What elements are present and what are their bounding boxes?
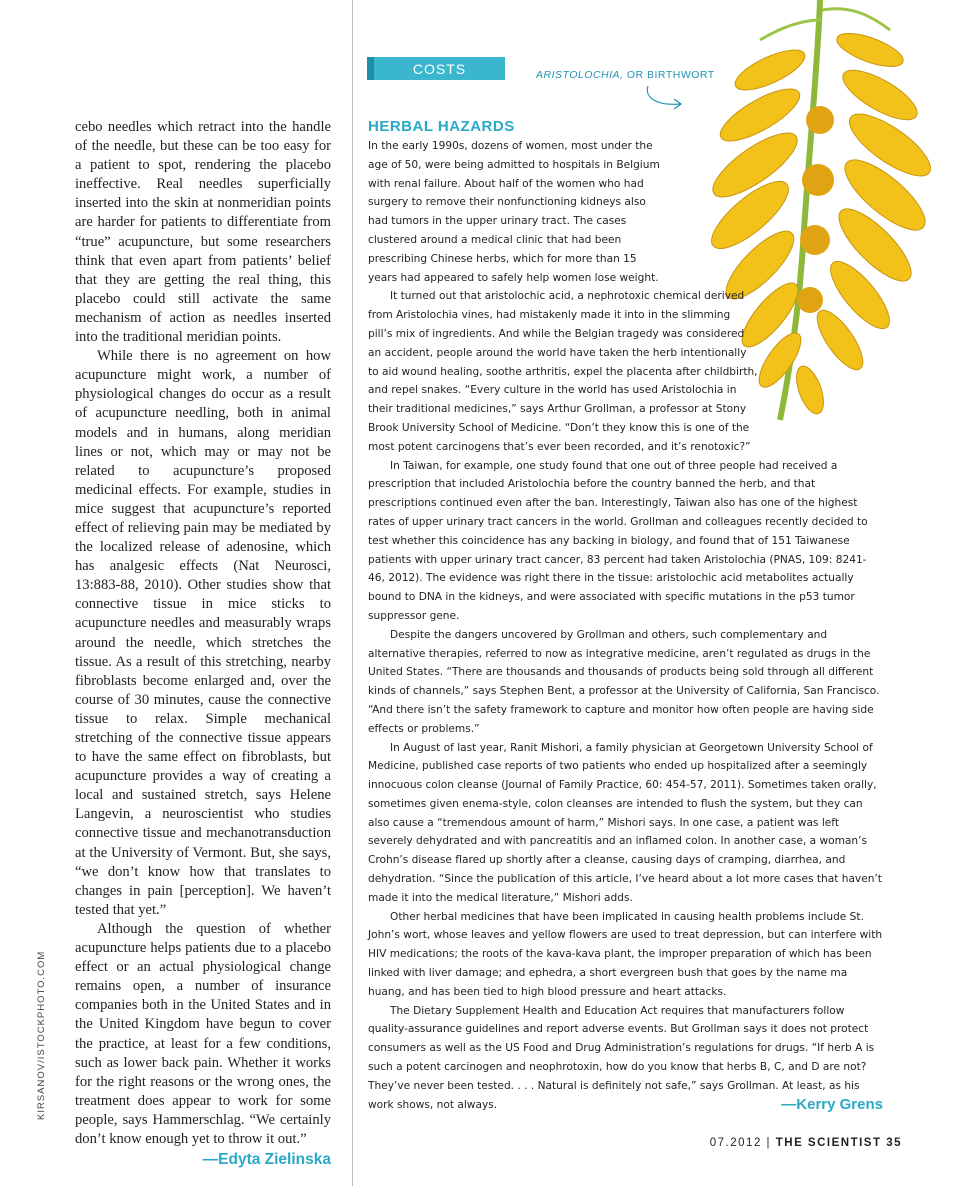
sidebar-paragraph: In Taiwan, for example, one study found that one out of three people had received a prescription that included Aristolochia before the country banned the herb, and that prescriptions continued even after the ban. Interestingly, Taiwan also has one of the highest rates of upper urinary tract cancers in the world. Grollman and colleagues recently decided to test whether this coincidence has any backing in biology, and found that of 151 Taiwanese patients with upper urinary tract cancer, 83 percent had taken Aristolochia (PNAS, 109: 8241-46, 2012). The evidence was right there in the tissue: aristolochic acid metabolites actually bound to DNA in the kidneys, and were associated with specific mutations in the p53 tumor suppressor gene. <box>368 459 868 622</box>
article-paragraph: While there is no agreement on how acupuncture might work, a number of physiological changes do occur as a result of acupuncture needling, both in animal models and in humans, along meridian lines or not, which may or may not be related to acupuncture’s proposed medicinal effects. For example, studies in mice suggest that acupuncture’s reported effect of relieving pain may be mediated by the localized release of adenosine, which has analgesic effects (Nat Neurosci, 13:883-88, 2010). Other studies show that connective tissue in mice sticks to acupuncture needles and measurably wraps around the needle, which stretches the tissue. As a result of this stretching, nearby fibroblasts become enlarged and, over the course of 30 minutes, cause the connective tissue to relax. Simple mechanical stretching of the connective tissue appears to have the same effect on fibroblasts, but acupuncture provides a way of creating a local and sustained stretch, says Helene Langevin, a neuroscientist who studies connective tissue and mechanotransduction at the University of Vermont. But, she says, “we don’t know how that translates to changes in pain [perception]. We haven’t tested that yet.” <box>75 348 331 918</box>
section-tab-costs: COSTS <box>367 57 505 80</box>
issue-date: 07.2012 <box>709 1137 762 1149</box>
sidebar-paragraph: Despite the dangers uncovered by Grollman and others, such complementary and alternative therapies, referred to now as integrative medicine, aren’t regulated as drugs in the United States. “There are thousands and thousands of products being sold through all different kinds of channels,” says Stephen Bent, a professor at the University of California, San Francisco. “And there isn’t the safety framework to capture and monitor how often people are having side effects or problems.” <box>368 628 880 735</box>
page-folio <box>710 1137 902 1149</box>
article-paragraph: Although the question of whether acupuncture helps patients due to a placebo effect or an actual physiological change remains open, a number of insurance companies both in the United States and in the United Kingdom have begun to cover the practice, at least for a few conditions, such as lower back pain. Whether it works for the right reasons or the wrong ones, the treatment does appear to work for some people, says Hammerschlag. “We certainly don’t know enough yet to throw it out.” <box>75 920 331 1147</box>
magazine-name: THE SCIENTIST <box>775 1137 882 1149</box>
caption-common-name: OR BIRTHWORT <box>623 69 715 81</box>
sidebar-paragraph-text: The Dietary Supplement Health and Education Act requires that manufacturers follow quality-assurance guidelines and report adverse events. But Grollman says it does not protect consumers as well as the US Food and Drug Administration’s regulations for drugs. “If herb A is such a potent carcinogen and neophrotoxin, how do you know that herbs B, C, and D are not? They’ve never been tested. . . . Natural is definitely not safe,” says Grollman. At least, as his work shows, not always. <box>368 1004 875 1111</box>
sidebar-byline: —Kerry Grens <box>781 1095 883 1113</box>
caption-species: ARISTOLOCHIA, <box>536 69 624 81</box>
photo-credit: KIRSANOV/ISTOCKPHOTO.COM <box>36 950 47 1120</box>
article-byline: —Edyta Zielinska <box>202 1151 331 1169</box>
sidebar-heading: HERBAL HAZARDS <box>368 118 515 135</box>
sidebar-paragraph-last <box>368 1002 883 1115</box>
sidebar-paragraph: In the early 1990s, dozens of women, most under the age of 50, were being admitted to hospitals in Belgium with renal failure. About half of the women who had surgery to remove their nonfunctioning kidneys also had tumors in the upper urinary tract. The cases clustered around a medical clinic that had been prescribing Chinese herbs, which for more than 15 years had appeared to safely help women lose weight. <box>368 140 660 284</box>
sidebar-article <box>368 117 883 1114</box>
sidebar-paragraph: Other herbal medicines that have been implicated in causing health problems include St. John’s wort, whose leaves and yellow flowers are used to treat depression, but can interfere with HIV medications; the roots of the kava-kava plant, the improper preparation of which has been linked with liver damage; and ephedra, a short evergreen bush that goes by the name ma huang, and has been tied to high blood pressure and heart attacks. <box>368 910 883 998</box>
main-article-column <box>75 118 331 1169</box>
page-number: 35 <box>886 1137 902 1149</box>
flower-caption <box>536 69 715 81</box>
column-divider <box>352 0 353 1186</box>
sidebar-paragraph: In August of last year, Ranit Mishori, a family physician at Georgetown University School of Medicine, published case reports of two patients who ended up hospitalized after a seemingly innocuous colon cleanse (Journal of Family Practice, 60: 454-57, 2011). Sometimes taken orally, sometimes given enema-style, colon cleanses are intended to flush the system, but they can also cause a “tremendous amount of harm,” Mishori says. In one case, a patient was left severely dehydrated and with pancreatitis and an inflamed colon. In another case, a woman’s Crohn’s disease flared up shortly after a cleanse, causing days of cramping, diarrhea, and dehydration. “Since the publication of this article, I’ve heard about a lot more cases that haven’t made it into the medical literature,” Mishori adds. <box>368 741 882 904</box>
caption-arrow-icon <box>640 84 690 114</box>
folio-separator: | <box>761 1137 776 1149</box>
sidebar-paragraph: It turned out that aristolochic acid, a nephrotoxic chemical derived from Aristolochia vines, had mistakenly made it into in the slimming pill’s mix of ingredients. And while the Belgian tragedy was considered an accident, people around the world have taken the herb intentionally to aid wound healing, soothe arthritis, expel the placenta after childbirth, and repel snakes. “Every culture in the world has used Aristolochia in their traditional medicines,” says Arthur Grollman, a professor at Stony Brook University School of Medicine. “Don’t they know this is one of the most potent carcinogens that’s ever been recorded, and it’s renotoxic?” <box>368 290 758 453</box>
article-paragraph: cebo needles which retract into the handle of the needle, but these can be too easy for a patient to spot, rendering the placebo ineffective. Real needles superficially inserted into the skin at nonmeridian points are harder for patients to differentiate from “true” acupuncture, but some researchers think that even apart from patients’ belief that they are getting the real thing, this placebo could still activate the same mechanism of action as needles inserted into the traditional meridian points. <box>75 119 331 346</box>
